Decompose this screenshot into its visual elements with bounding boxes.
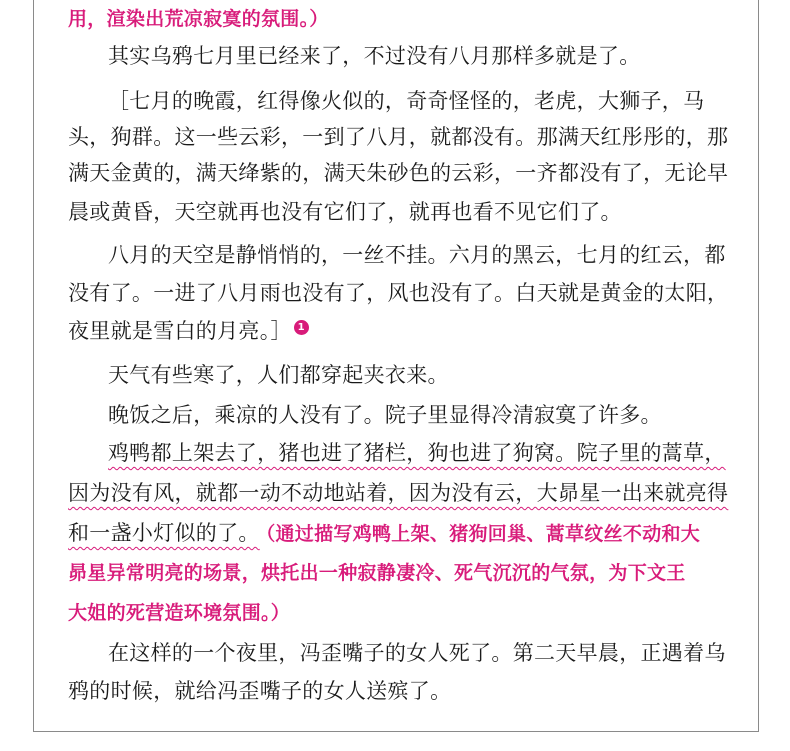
paragraph-line (108, 438, 726, 468)
underlined-text: 鸡鸭都上架去了，猪也进了猪栏，狗也进了狗窝。院子里的蒿草， (108, 441, 726, 465)
paragraph-line (68, 518, 700, 549)
paragraph-text: 夜里就是雪白的月亮。］ (68, 319, 292, 343)
paragraph-line: 晨或黄昏，天空就再也没有它们了，就再也看不见它们了。 (68, 200, 622, 224)
paragraph-line: 八月的天空是静悄悄的，一丝不挂。六月的黑云，七月的红云，都 (108, 243, 726, 267)
paragraph-line: 满天金黄的，满天绛紫的，满天朱砂色的云彩，一齐都没有了，无论早 (68, 161, 729, 185)
paragraph-line: ［七月的晚霞，红得像火似的，奇奇怪怪的，老虎，大狮子，马 (108, 89, 705, 113)
footnote-badge: 1 (294, 320, 309, 335)
paragraph-line: 天气有些寒了，人们都穿起夹衣来。 (108, 363, 449, 387)
underlined-text: 因为没有风，就都一动不动地站着，因为没有云，大昴星一出来就亮得 (68, 481, 729, 505)
paragraph-line: 头，狗群。这一些云彩，一到了八月，就都没有。那满天红彤彤的，那 (68, 125, 729, 149)
annotation-line: 昴星异常明亮的场景，烘托出一种寂静凄冷、死气沉沉的气氛，为下文王 (68, 562, 686, 584)
annotation-line: 大姐的死营造环境氛围。） (68, 602, 291, 624)
annotation-line: 用，渲染出荒凉寂寞的氛围。） (68, 8, 329, 30)
paragraph-line (68, 316, 309, 346)
underlined-text: 和一盏小灯似的了。 (68, 521, 260, 545)
paragraph-line: 鸦的时候，就给冯歪嘴子的女人送殡了。 (68, 679, 452, 703)
paragraph-line: 其实乌鸦七月里已经来了，不过没有八月那样多就是了。 (108, 44, 641, 68)
paragraph-line: 晚饭之后，乘凉的人没有了。院子里显得冷清寂寞了许多。 (108, 403, 662, 427)
annotation-text: （通过描写鸡鸭上架、猪狗回巢、蒿草纹丝不动和大 (265, 523, 701, 545)
paragraph-line: 在这样的一个夜里，冯歪嘴子的女人死了。第二天早晨，正遇着乌 (108, 641, 726, 665)
paragraph-line: 没有了。一进了八月雨也没有了，风也没有了。白天就是黄金的太阳， (68, 281, 729, 305)
paragraph-line (68, 478, 728, 508)
